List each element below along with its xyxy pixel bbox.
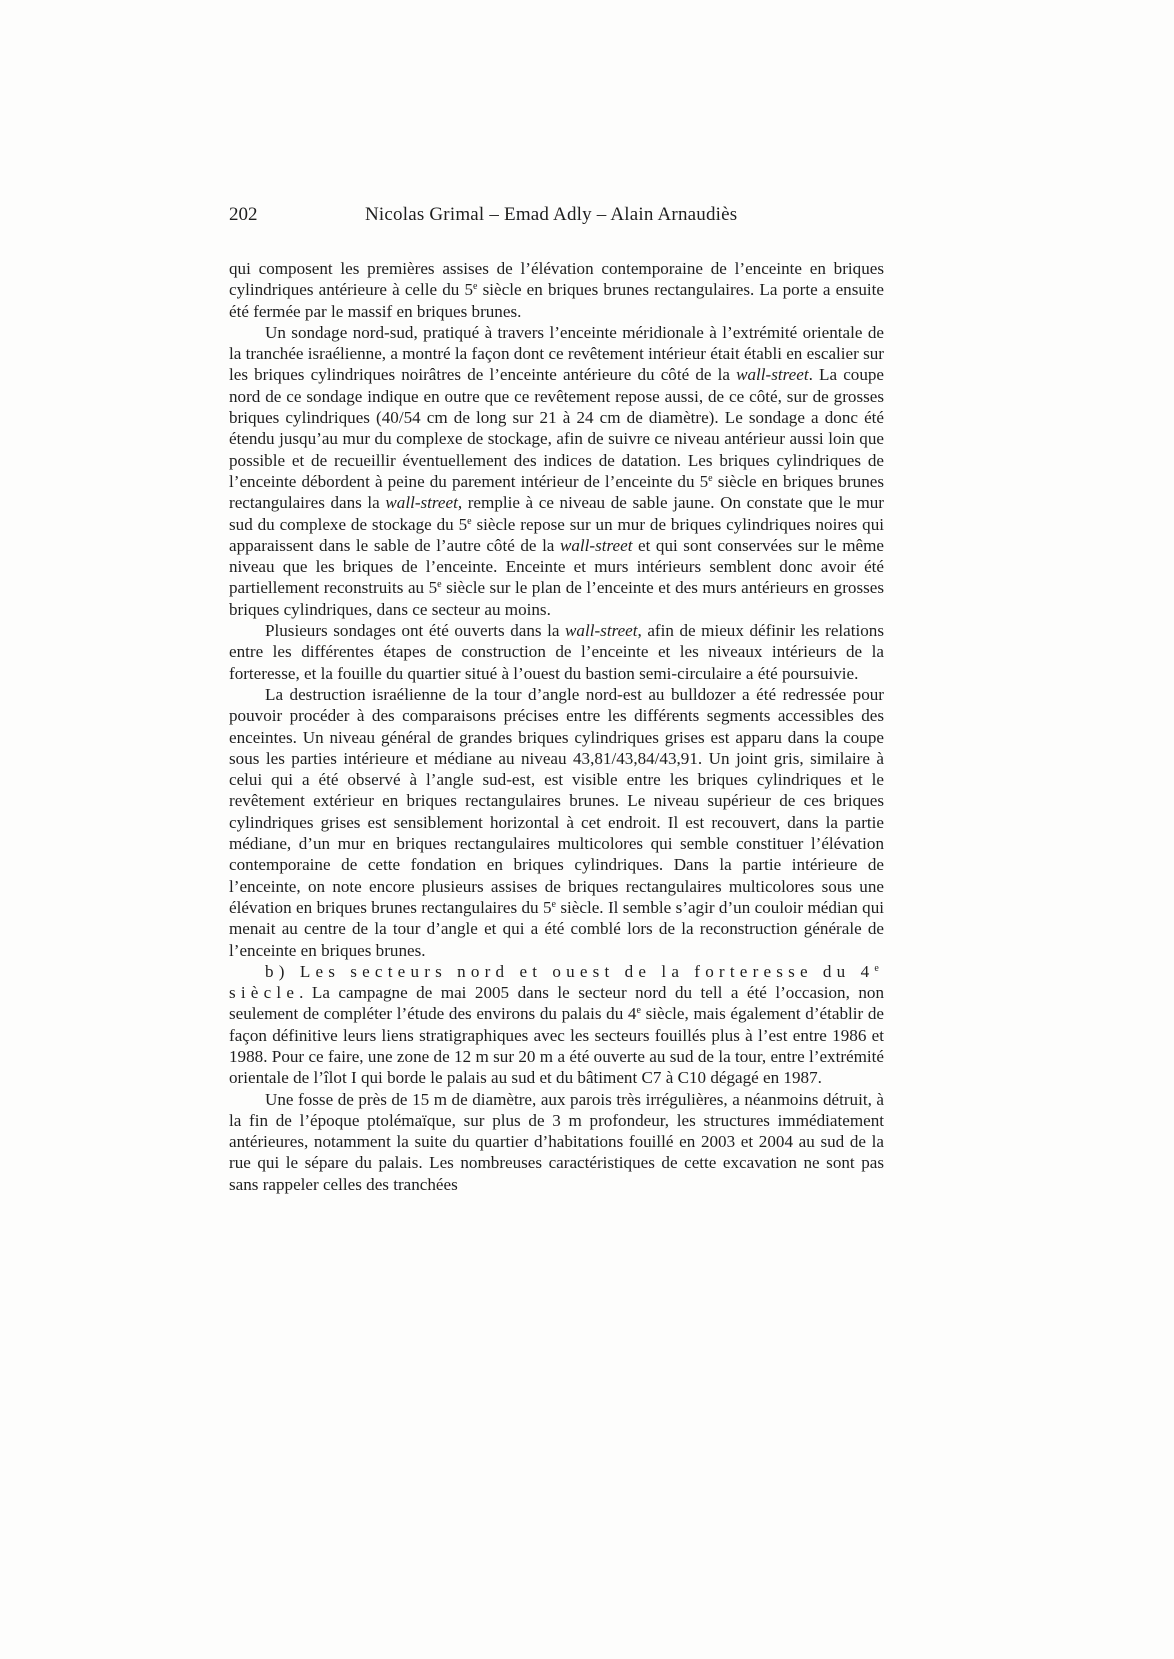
text-run: siècle sur le plan de l’enceinte et des murs antérieurs en grosses briques cylindriques, dans ce secteur au moins. xyxy=(229,578,885,619)
superscript: e xyxy=(874,962,884,974)
text-run: siècle repose sur un mur de briques cylindriques noires qui apparaissent dans le sable de l’autre côté de la xyxy=(229,514,884,555)
italic-term: wall-street xyxy=(385,493,458,513)
running-head: Nicolas Grimal – Emad Adly – Alain Arnaudiès xyxy=(365,204,738,225)
paragraph-5 xyxy=(229,961,884,1089)
italic-term: wall-street xyxy=(565,621,638,641)
text-run: . La coupe nord de ce sondage indique en outre que ce revêtement repose aussi, de ce côté, sur de grosses briques cylindriques (40/54 cm de long sur 21 à 24 cm de diamètre). Le sondage a donc été étendu jusqu’au mur du complexe de stockage, afin de suivre ce niveau antérieur aussi loin que possible et de recueillir éventuellement des indices de datation. Les briques cylindriques de l’enceinte débordent à peine du parement intérieur de l’enceinte du 5 xyxy=(229,365,885,491)
heading-text: siècle xyxy=(229,983,300,1003)
body-text xyxy=(229,258,884,1195)
superscript: e xyxy=(473,281,478,293)
superscript: e xyxy=(437,579,442,591)
superscript: e xyxy=(636,1005,641,1017)
paragraph-1 xyxy=(229,258,884,322)
text-run: Un sondage nord-sud, pratiqué à travers l’enceinte méridionale à l’extrémité orientale de la tranchée israélienne, a montré la façon dont ce revêtement intérieur était établi en escalier sur les briques cylindriques noirâtres de l’enceinte antérieure du côté de la xyxy=(229,322,884,385)
text-run: qui composent les premières assises de l’élévation contemporaine de l’enceinte en briques cylindriques antérieure à celle du 5 xyxy=(229,259,884,300)
paragraph-3 xyxy=(229,620,884,684)
text-run: , remplie à ce niveau de sable jaune. On constate que le mur sud du complexe de stockage du 5 xyxy=(229,493,884,534)
text-run: siècle. Il semble s’agir d’un couloir médian qui menait au centre de la tour d’angle et qui a été comblé lors de la reconstruction générale de l’enceinte en briques brunes. xyxy=(229,897,884,960)
page-header xyxy=(229,204,884,228)
text-run: . La campagne de mai 2005 dans le secteur nord du tell a été l’occasion, non seulement de compléter l’étude des environs du palais du 4 xyxy=(229,983,884,1024)
text-run: et qui sont conservées sur le même niveau que les briques de l’enceinte. Enceinte et murs intérieurs semblent donc avoir été partiellement reconstruits au 5 xyxy=(229,535,884,598)
text-run: La destruction israélienne de la tour d’angle nord-est au bulldozer a été redressée pour pouvoir procéder à des comparaisons précises entre les différents segments accessibles des enceintes. Un niveau général de grandes briques cylindriques grises est apparu dans la coupe sous les parties intérieure et médiane au niveau 43,81/43,84/43,91. Un joint gris, similaire à celui qui a été observé à l’angle sud-est, est visible entre les briques cylindriques et le revêtement extérieur en briques rectangulaires brunes. Le niveau supérieur de ces briques cylindriques grises est sensiblement horizontal à cet endroit. Il est recouvert, dans la partie médiane, d’un mur en briques rectangulaires multicolores qui semble constituer l’élévation contemporaine de cette fondation en briques cylindriques. Dans la partie intérieure de l’enceinte, on note encore plusieurs assises de briques rectangulaires multicolores sous une élévation en briques brunes rectangulaires du 5 xyxy=(229,684,884,917)
paragraph-6: Une fosse de près de 15 m de diamètre, aux parois très irrégulières, a néanmoins détruit, à la fin de l’époque ptolémaïque, sur plus de 3 m profondeur, les structures immédiatement antérieures, notamment la suite du quartier d’habitations fouillé en 2003 et 2004 au sud de la rue qui le sépare du palais. Les nombreuses caractéristiques de cette excavation ne sont pas sans rappeler celles des tranchées xyxy=(229,1089,884,1194)
text-run: siècle, mais également d’établir de façon définitive leurs liens stratigraphiques avec les secteurs fouillés plus à l’est entre 1986 et 1988. Pour ce faire, une zone de 12 m sur 20 m a été ouverte au sud de la tour, entre l’extrémité orientale de l’îlot I qui borde le palais au sud et du bâtiment C7 à C10 dégagé en 1987. xyxy=(229,1004,884,1088)
heading-text: b) Les secteurs nord et ouest de la forteresse du 4 xyxy=(265,961,875,981)
text-run: Plusieurs sondages ont été ouverts dans la xyxy=(265,621,566,641)
superscript: e xyxy=(708,472,713,484)
paragraph-2 xyxy=(229,322,884,620)
superscript: e xyxy=(551,898,556,910)
text-run: , afin de mieux définir les relations entre les différentes étapes de construction de l’enceinte et les niveaux intérieurs de la forteresse, et la fouille du quartier situé à l’ouest du bastion semi-circulaire a été poursuivie. xyxy=(229,621,884,683)
italic-term: wall-street xyxy=(736,365,809,385)
paragraph-4 xyxy=(229,684,884,961)
text-run: siècle en briques brunes rectangulaires dans la xyxy=(229,471,884,513)
superscript: e xyxy=(467,515,472,527)
text-run: siècle en briques brunes rectangulaires. La porte a ensuite été fermée par le massif en briques brunes. xyxy=(229,280,884,321)
italic-term: wall-street xyxy=(559,535,633,555)
page-number: 202 xyxy=(229,204,258,225)
